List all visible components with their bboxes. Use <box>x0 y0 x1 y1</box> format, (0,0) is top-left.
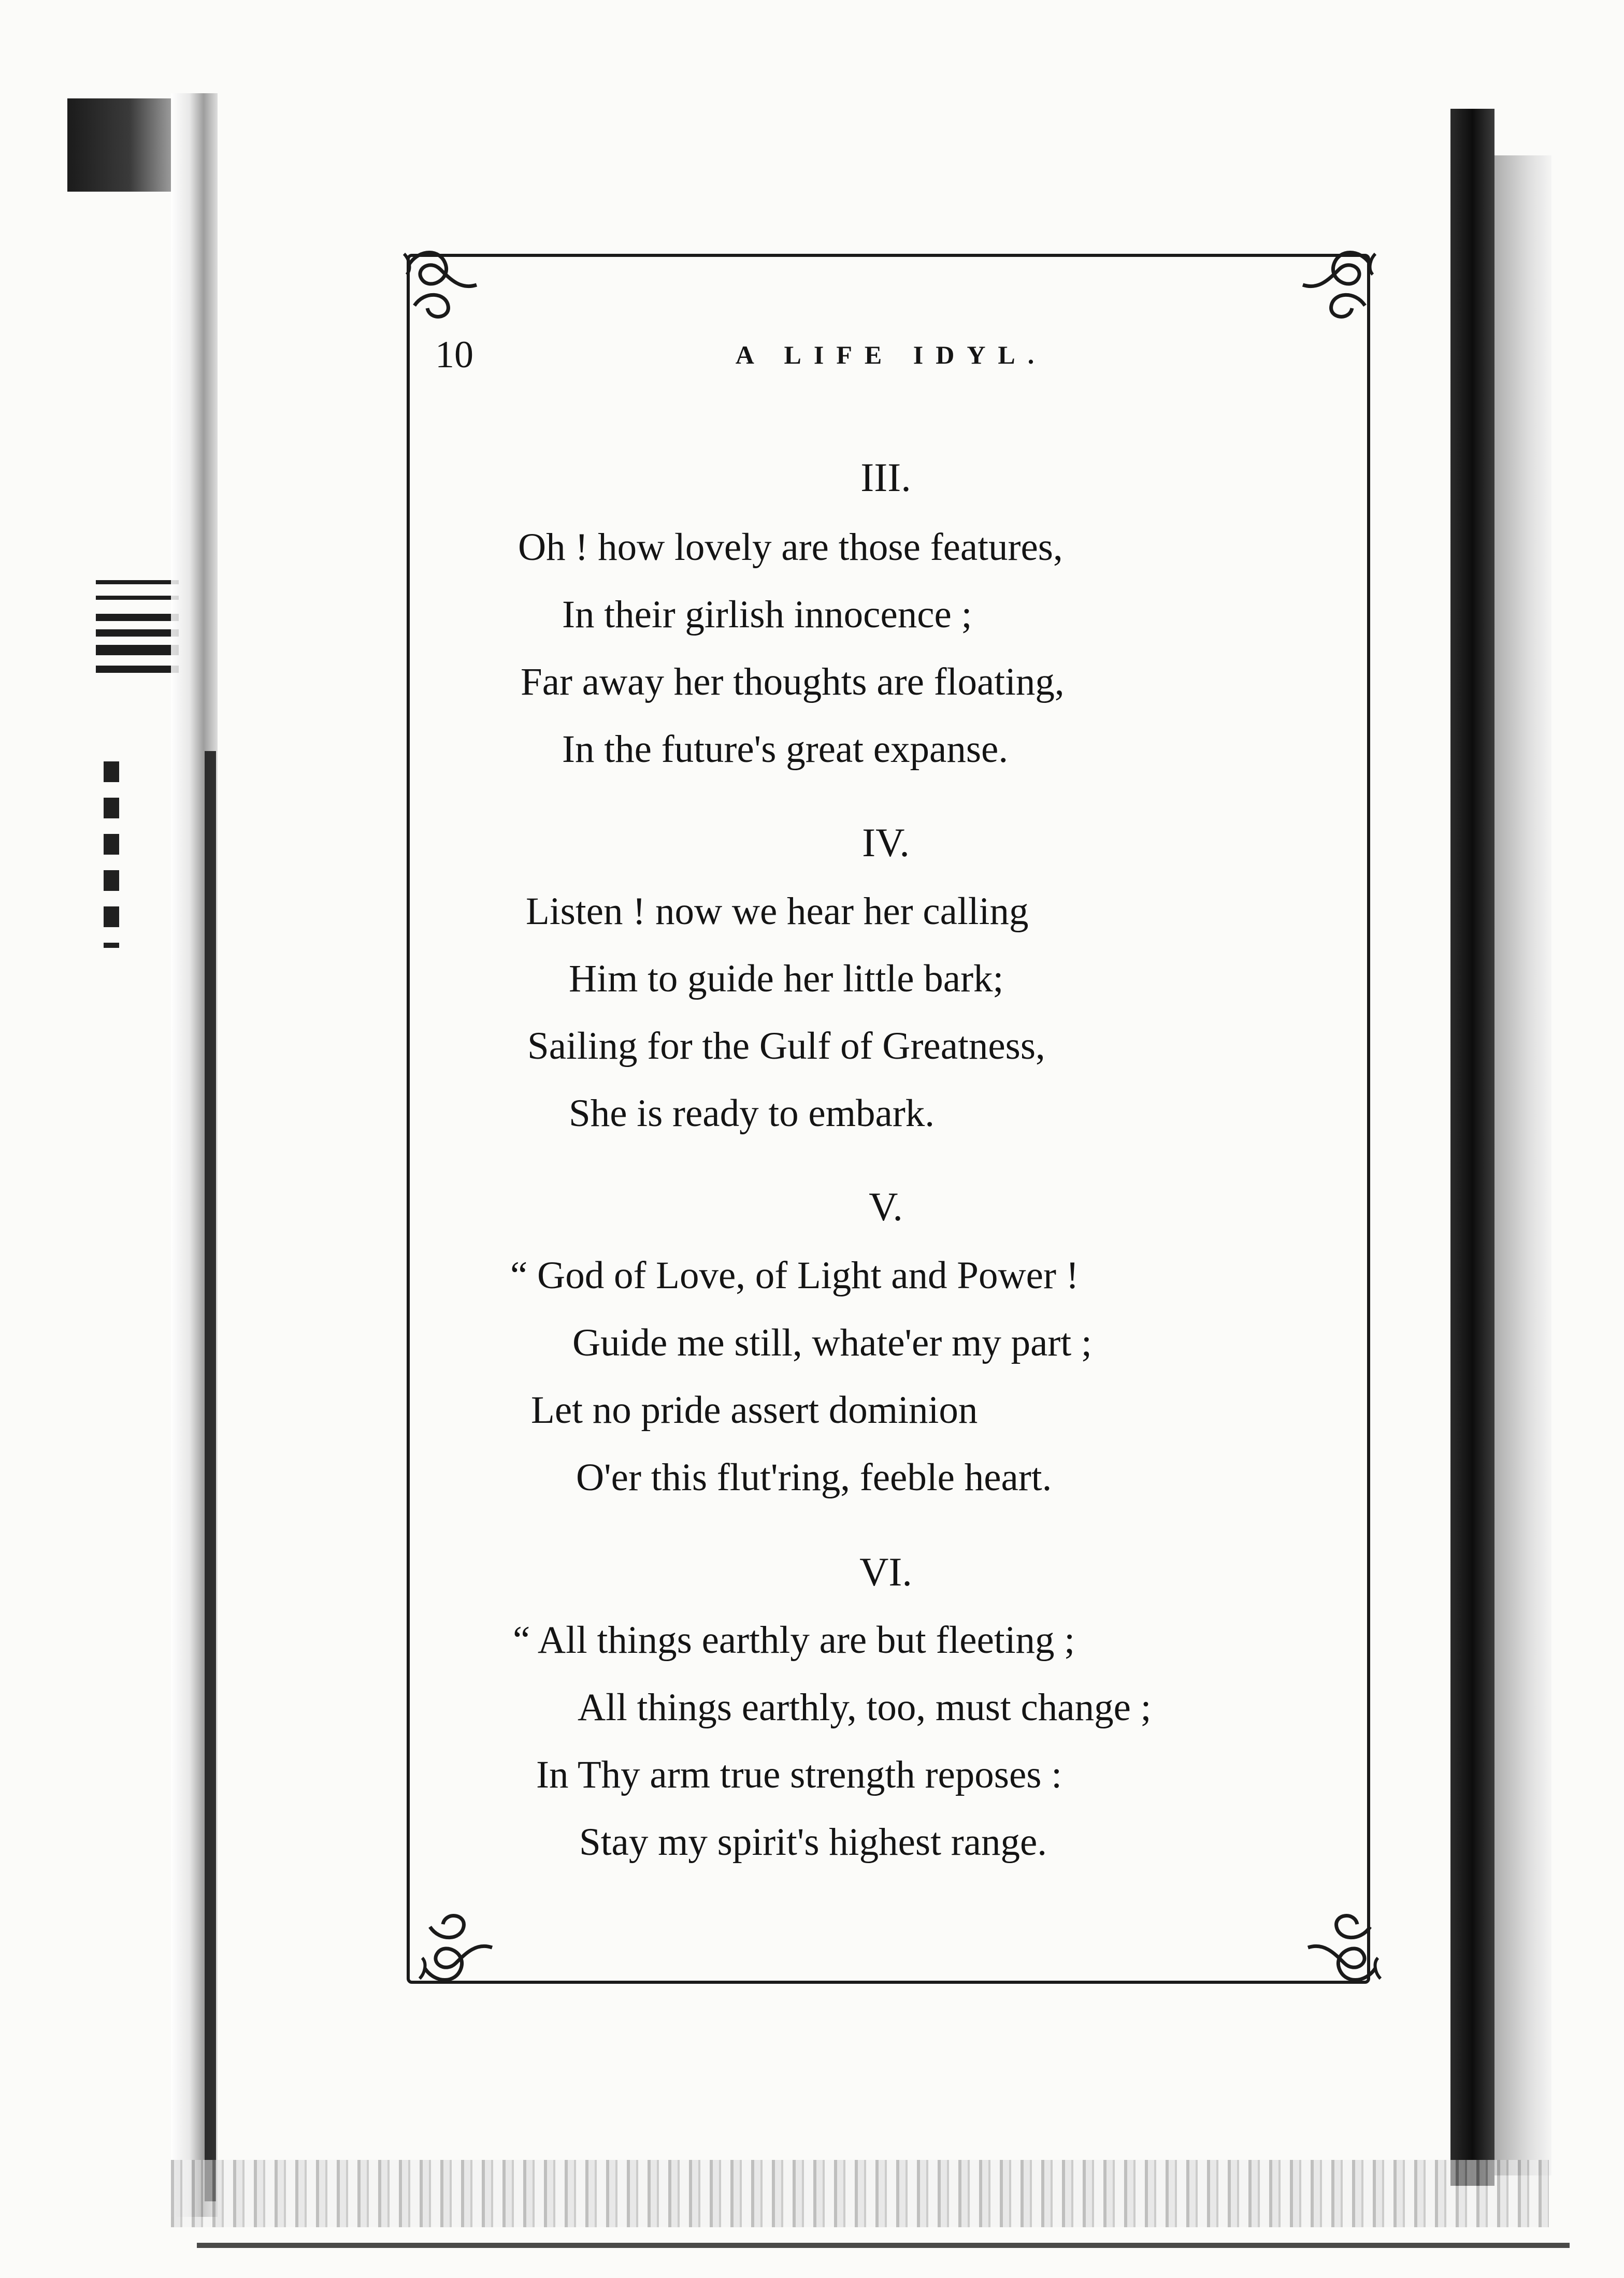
poem-line: O'er this flut'ring, feeble heart. <box>576 1456 1052 1499</box>
poem-line: In their girlish innocence ; <box>562 593 972 636</box>
poem-line: In the future's great expanse. <box>562 728 1009 771</box>
poem-line: “ God of Love, of Light and Power ! <box>510 1254 1079 1297</box>
poem-line: Listen ! now we hear her calling <box>526 890 1029 933</box>
page-number: 10 <box>435 334 473 376</box>
stanza-number: VI. <box>859 1549 912 1594</box>
poem-line: In Thy arm true strength reposes : <box>536 1753 1062 1796</box>
poem-line: Let no pride assert dominion <box>531 1389 978 1432</box>
poem-line: Oh ! how lovely are those features, <box>518 526 1063 569</box>
poem-line: She is ready to embark. <box>569 1092 935 1135</box>
poem-line: Guide me still, whate'er my part ; <box>572 1321 1092 1364</box>
stanza-number: III. <box>860 455 911 500</box>
poem-line: Stay my spirit's highest range. <box>579 1821 1047 1864</box>
stanza-number: V. <box>869 1184 903 1229</box>
poem-line: Far away her thoughts are floating, <box>521 660 1065 703</box>
poem-line: “ All things earthly are but fleeting ; <box>513 1619 1075 1662</box>
poem-line: Him to guide her little bark; <box>569 957 1004 1000</box>
poem-line: All things earthly, too, must change ; <box>578 1686 1152 1729</box>
stanza-number: IV. <box>862 820 910 865</box>
running-title: A LIFE IDYL. <box>735 340 1047 369</box>
poem-line: Sailing for the Gulf of Greatness, <box>527 1025 1045 1068</box>
